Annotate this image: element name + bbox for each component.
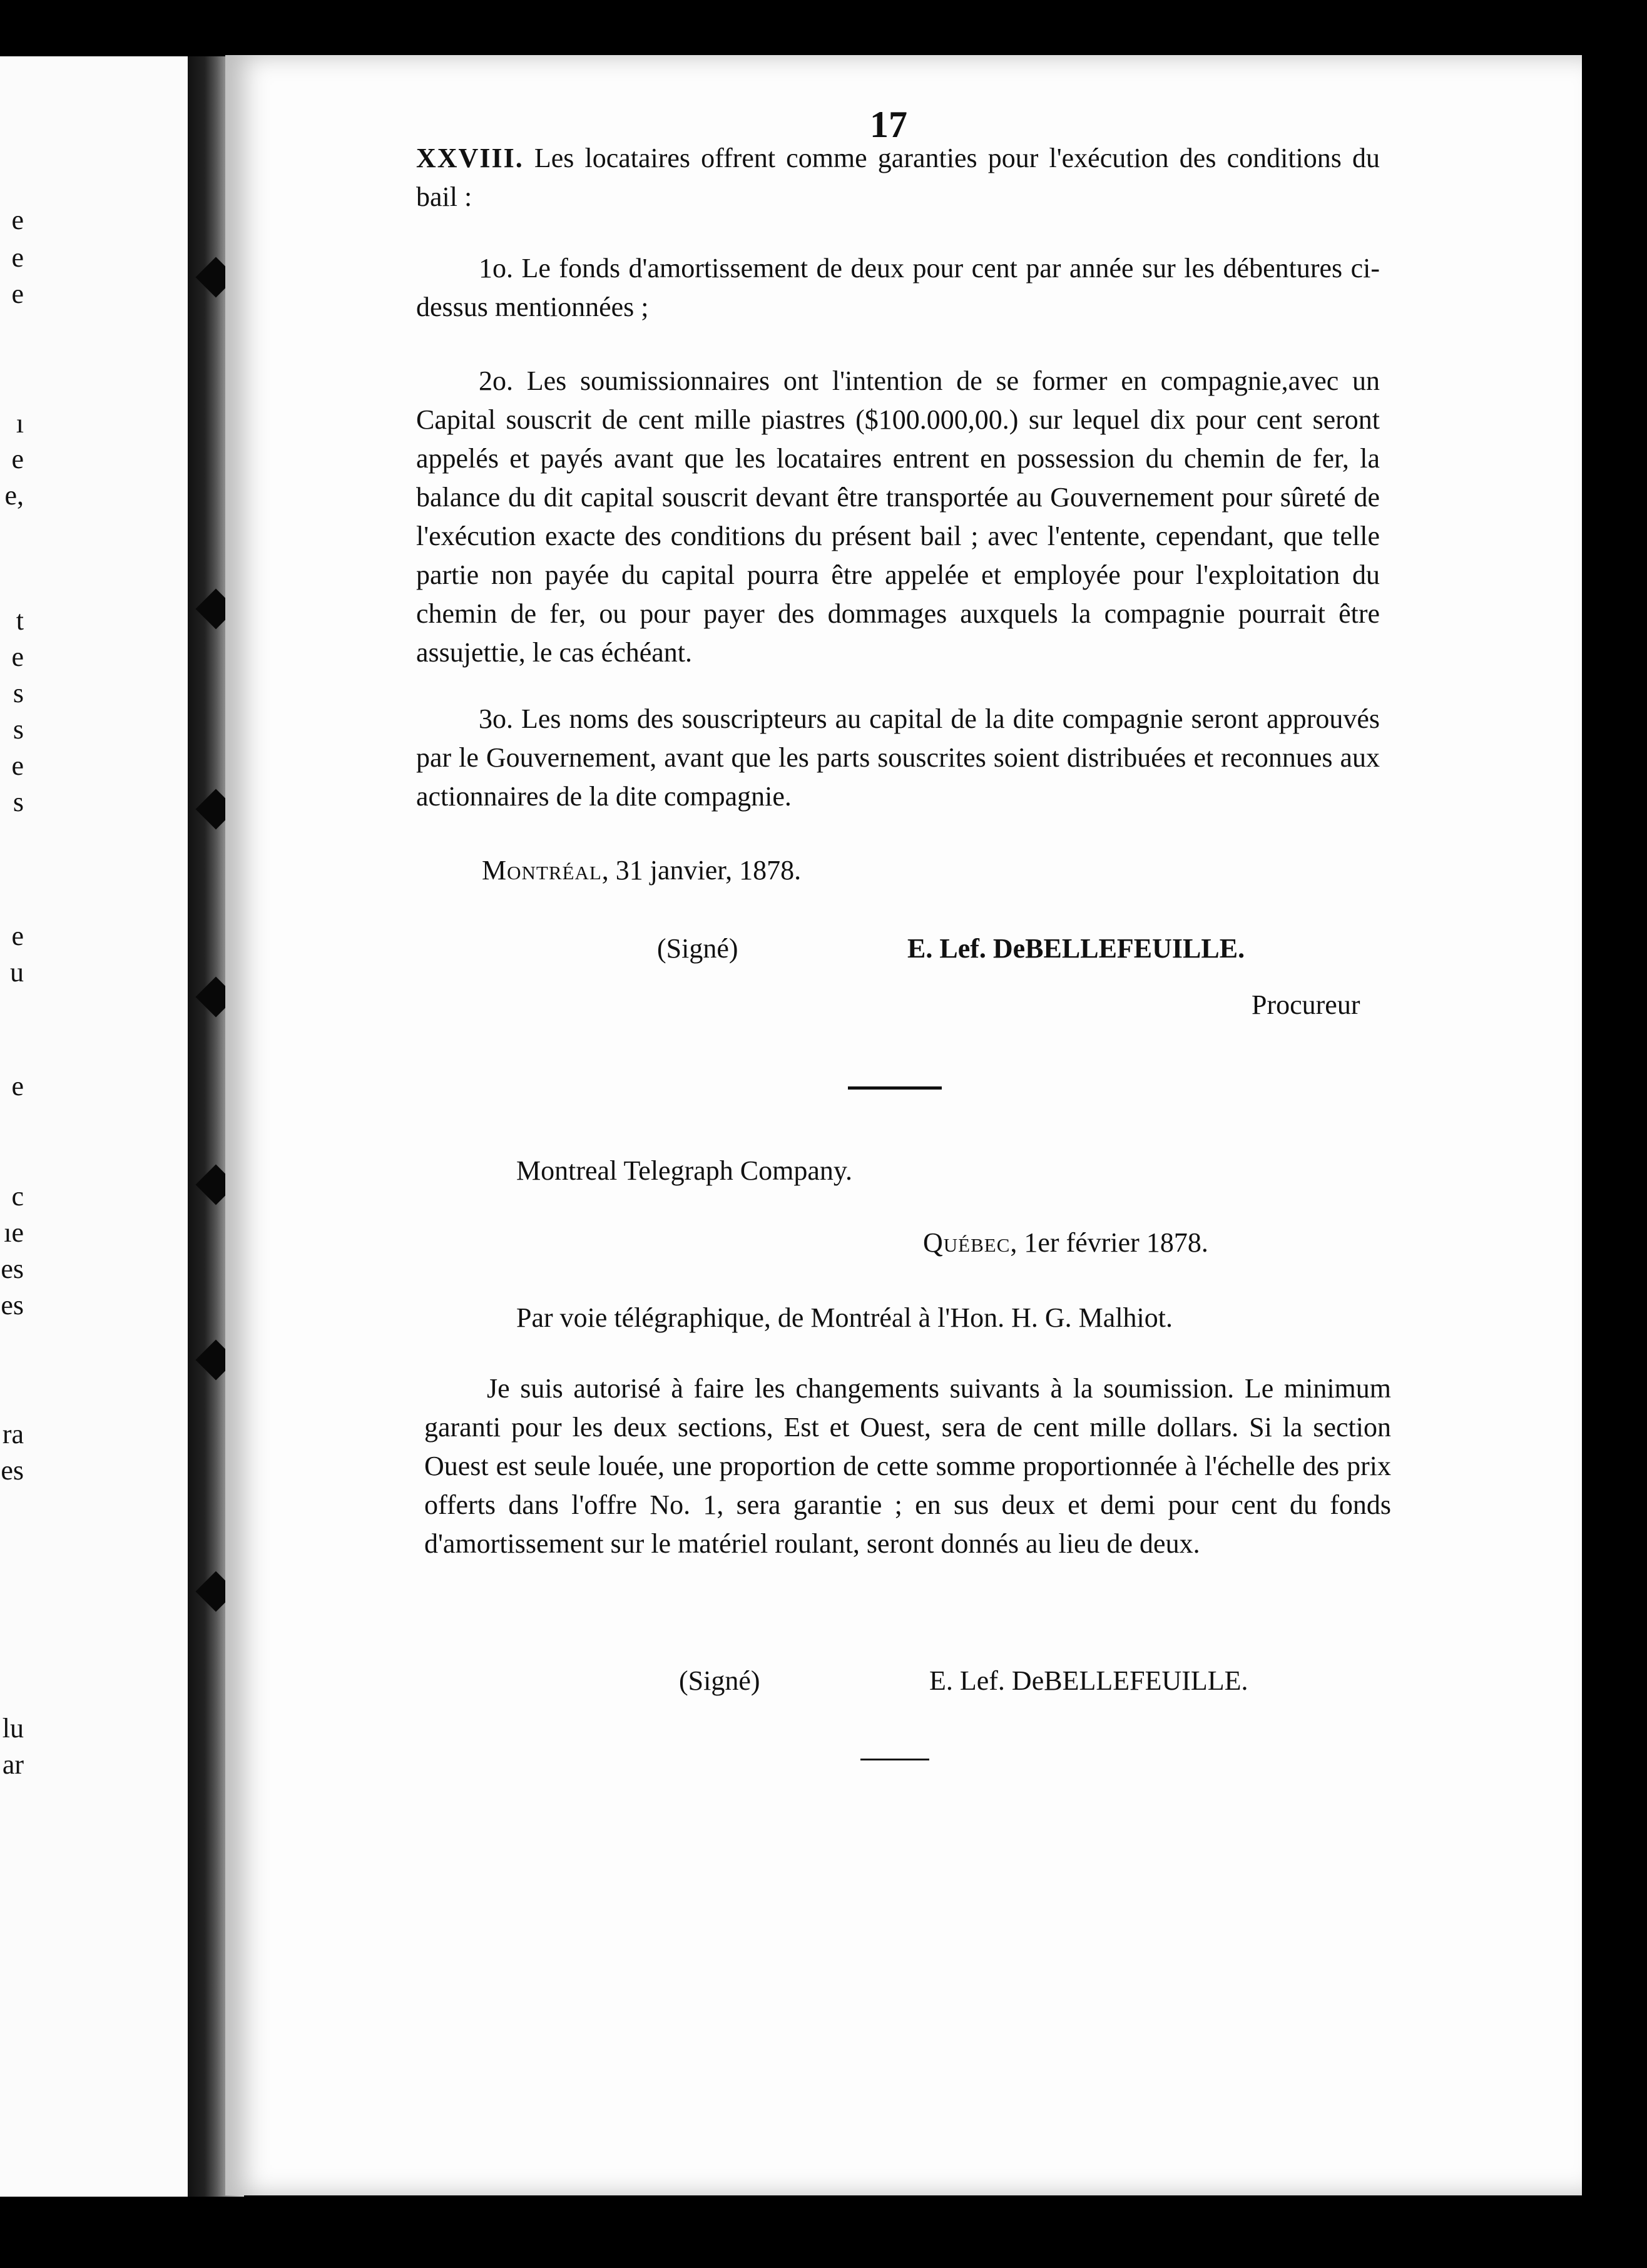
facing-page-letter: e xyxy=(11,921,24,951)
facing-page-letter: t xyxy=(16,605,24,636)
page-number: 17 xyxy=(870,104,907,145)
telegram-signed: (Signé) xyxy=(679,1665,760,1696)
facing-page-letter: e xyxy=(11,242,24,273)
facing-page-letter: lu xyxy=(2,1713,24,1744)
telegram-company: Montreal Telegraph Company. xyxy=(516,1155,853,1186)
first-letter-dateline xyxy=(482,851,801,890)
article-intro xyxy=(416,139,1380,217)
facing-page-letter: ı xyxy=(16,408,24,439)
facing-page-letter: e xyxy=(11,278,24,309)
telegram-place: Québec xyxy=(923,1227,1011,1258)
telegram-route: Par voie télégraphique, de Montréal à l'Hon. H. G. Malhiot. xyxy=(516,1302,1173,1333)
guarantee-item-3: 3o. Les noms des souscripteurs au capital de la dite compagnie seront approuvés par le Gouvernement, avant que les parts souscrites soient distribuées et reconnues aux actionnaires de la dite compagnie. xyxy=(416,703,1380,812)
facing-page-letter: s xyxy=(13,787,24,817)
facing-page-letter: ıe xyxy=(4,1217,24,1248)
facing-page-fragment xyxy=(0,56,188,2197)
first-letter-signed: (Signé) xyxy=(657,933,738,964)
facing-page-letter: ra xyxy=(2,1419,24,1449)
facing-page-letter: e xyxy=(11,444,24,474)
facing-page-letter: u xyxy=(10,957,24,988)
first-letter-place: Montréal xyxy=(482,855,602,886)
guarantee-item-1: 1o. Le fonds d'amortissement de deux pour cent par année sur les débentures ci-dessus mentionnées ; xyxy=(416,253,1380,322)
first-letter-signer-title: Procureur xyxy=(1252,989,1360,1020)
facing-page-letter: ar xyxy=(2,1749,24,1780)
facing-page-letter: c xyxy=(11,1181,24,1212)
facing-page-letter: e xyxy=(11,750,24,781)
first-letter-date: , 31 janvier, 1878. xyxy=(601,855,802,886)
facing-page-letter: e, xyxy=(4,480,24,511)
facing-page-letter: es xyxy=(1,1455,24,1486)
facing-page-letter: e xyxy=(11,205,24,235)
facing-page-letter: es xyxy=(1,1290,24,1320)
facing-page-letter: e xyxy=(11,1071,24,1101)
guarantee-item-2: 2o. Les soumissionnaires ont l'intention de se former en compagnie,avec un Capital souscrit de cent mille piastres ($100.000,00.) sur lequel dix pour cent seront appelés et payés avant que les locataires entrent en possession du chemin de fer, la balance du dit capital souscrit devant être transportée au Gouvernement pour sûreté de l'exécution exacte des conditions du présent bail ; avec l'entente, cependant, que telle partie non payée du capital pourra être appelée et employée pour l'exploitation du chemin de fer, ou pour payer des dommages auxquels la compagnie pourrait être assujettie, le cas échéant. xyxy=(416,365,1380,668)
telegram-dateline xyxy=(923,1223,1208,1262)
facing-page-letter: s xyxy=(13,678,24,708)
telegram-body: Je suis autorisé à faire les changements suivants à la soumission. Le minimum garanti pour les deux sections, Est et Ouest, sera de cent mille dollars. Si la section Ouest est seule louée, une proportion de cette somme proportionnée à l'échelle des prix offerts dans l'offre No. 1, sera garantie ; en sus deux et demi pour cent du fonds d'amortissement sur le matériel roulant, seront donnés au lieu de deux. xyxy=(424,1373,1391,1559)
telegram-signer: E. Lef. DeBELLEFEUILLE. xyxy=(929,1665,1248,1696)
article-intro-text: Les locataires offrent comme garanties pour l'exécution des conditions du bail : xyxy=(416,143,1380,212)
article-heading: XXVIII. xyxy=(416,143,524,173)
end-divider xyxy=(860,1759,929,1760)
facing-page-letter: es xyxy=(1,1254,24,1284)
telegram-date: , 1er février 1878. xyxy=(1010,1227,1208,1258)
section-divider xyxy=(848,1086,942,1090)
facing-page-letter: e xyxy=(11,641,24,672)
facing-page-letter: s xyxy=(13,714,24,745)
first-letter-signer: E. Lef. DeBELLEFEUILLE. xyxy=(907,933,1245,964)
